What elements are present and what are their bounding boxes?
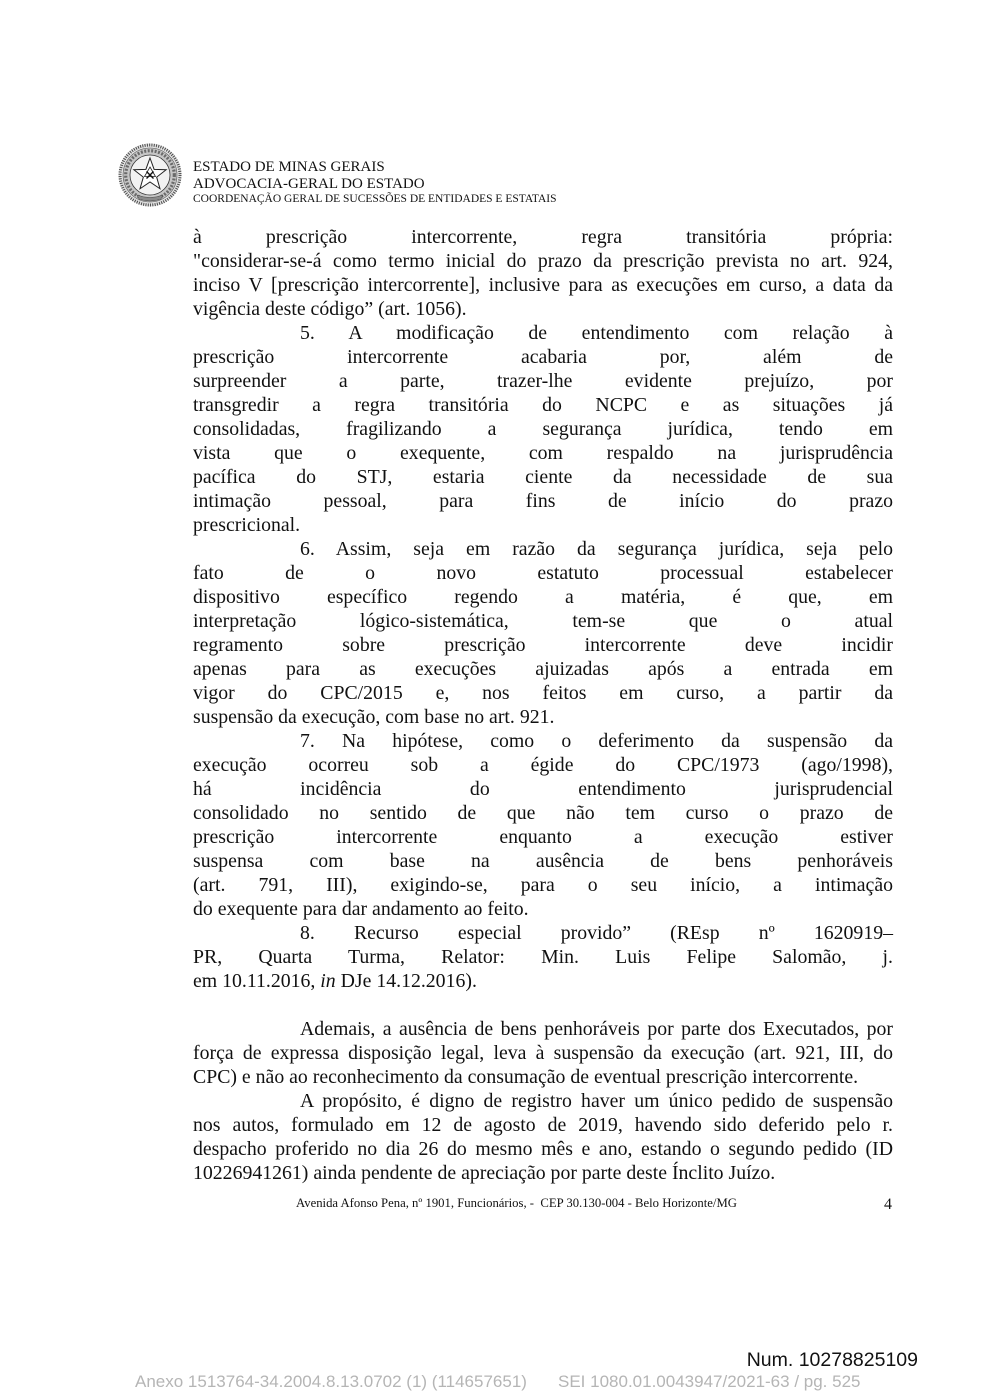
text-line: prescrição intercorrente enquanto a execução estiver: [193, 826, 893, 848]
text-line: 7. Na hipótese, como o deferimento da suspensão da: [300, 730, 893, 752]
header-department: COORDENAÇÃO GERAL DE SUCESSÕES DE ENTIDADES E ESTATAIS: [193, 193, 557, 205]
text-line: apenas para as execuções ajuizadas após a entrada em: [193, 658, 893, 680]
text-line: [193, 969, 893, 993]
annex-reference: Anexo 1513764-34.2004.8.13.0702 (1) (114657651): [135, 1372, 527, 1391]
text-line: Ademais, a ausência de bens penhoráveis por parte dos Executados, por: [300, 1018, 893, 1040]
text-line: suspensão da execução, com base no art. 921.: [193, 706, 555, 728]
text-line: vigor do CPC/2015 e, nos feitos em curso, a partir da: [193, 682, 893, 704]
text-line: há incidência do entendimento jurisprudencial: [193, 778, 893, 800]
text-line: 10226941261) ainda pendente de apreciação por parte deste Ínclito Juízo.: [193, 1162, 776, 1184]
text-line: vista que o exequente, com respaldo na jurisprudência: [193, 442, 893, 464]
text-line: 6. Assim, seja em razão da segurança jurídica, seja pelo: [300, 538, 893, 560]
coat-of-arms-icon: [117, 142, 183, 208]
paragraph: [193, 1089, 893, 1185]
text-line: prescrição intercorrente acabaria por, além de: [193, 346, 893, 368]
text-line: PR, Quarta Turma, Relator: Min. Luis Felipe Salomão, j.: [193, 946, 893, 968]
text-line: surpreender a parte, trazer-lhe evidente prejuízo, por: [193, 370, 893, 392]
page-number: 4: [884, 1196, 892, 1213]
header-state: ESTADO DE MINAS GERAIS: [193, 159, 385, 175]
paragraph: [193, 225, 893, 321]
text-line: execução ocorreu sob a égide do CPC/1973 (ago/1998),: [193, 754, 893, 776]
text-line: CPC) e não ao reconhecimento da consumação de eventual prescrição intercorrente.: [193, 1066, 859, 1088]
text-line: vigência deste código” (art. 1056).: [193, 298, 467, 320]
text-line: (art. 791, III), exigindo-se, para o seu início, a intimação: [193, 874, 893, 896]
text-line: suspensa com base na ausência de bens penhoráveis: [193, 850, 893, 872]
text-line: força de expressa disposição legal, leva à suspensão da execução (art. 921, III, do: [193, 1042, 893, 1064]
document-body: [193, 225, 893, 1185]
text-line: intimação pessoal, para fins de início do prazo: [193, 490, 893, 512]
text-line: transgredir a regra transitória do NCPC e as situações já: [193, 394, 893, 416]
text-line: 8. Recurso especial provido” (REsp nº 1620919–: [300, 922, 893, 944]
document-number: Num. 10278825109: [746, 1349, 918, 1371]
text-line: prescricional.: [193, 514, 301, 536]
paragraph: [193, 921, 893, 993]
text-line: nos autos, formulado em 12 de agosto de 2019, havendo sido deferido pelo r.: [193, 1114, 893, 1136]
text-line: consolidadas, fragilizando a segurança jurídica, tendo em: [193, 418, 893, 440]
paragraph: [193, 537, 893, 729]
citation-journal: DJe 14.12.2016).: [335, 970, 477, 992]
text-line: dispositivo específico regendo a matéria, é que, em: [193, 586, 893, 608]
text-line: consolidado no sentido de que não tem curso o prazo de: [193, 802, 893, 824]
sei-reference: SEI 1080.01.0043947/2021-63 / pg. 525: [558, 1372, 861, 1391]
text-line: despacho proferido no dia 26 do mesmo mês e ano, estando o segundo pedido (ID: [193, 1138, 893, 1160]
text-line: do exequente para dar andamento ao feito.: [193, 898, 529, 920]
footer-address: Avenida Afonso Pena, nº 1901, Funcionários, - CEP 30.130-004 - Belo Horizonte/MG: [296, 1196, 737, 1210]
text-line: regramento sobre prescrição intercorrente deve incidir: [193, 634, 893, 656]
citation-in: in: [320, 970, 336, 992]
paragraph: [193, 321, 893, 537]
text-line: interpretação lógico-sistemática, tem-se que o atual: [193, 610, 893, 632]
text-line: "considerar-se-á como termo inicial do prazo da prescrição prevista no art. 924,: [193, 250, 893, 272]
text-line: inciso V [prescrição intercorrente], inclusive para as execuções em curso, a data da: [193, 274, 893, 296]
text-line: fato de o novo estatuto processual estabelecer: [193, 562, 893, 584]
paragraph: [193, 729, 893, 921]
text-line: 5. A modificação de entendimento com relação à: [300, 322, 893, 344]
text-line: pacífica do STJ, estaria ciente da necessidade de sua: [193, 466, 893, 488]
text-line: A propósito, é digno de registro haver um único pedido de suspensão: [300, 1090, 893, 1112]
citation-date: em 10.11.2016,: [193, 970, 321, 992]
paragraph: [193, 1017, 893, 1089]
header-agency: ADVOCACIA-GERAL DO ESTADO: [193, 176, 425, 192]
text-line: à prescrição intercorrente, regra transitória própria:: [193, 226, 893, 248]
